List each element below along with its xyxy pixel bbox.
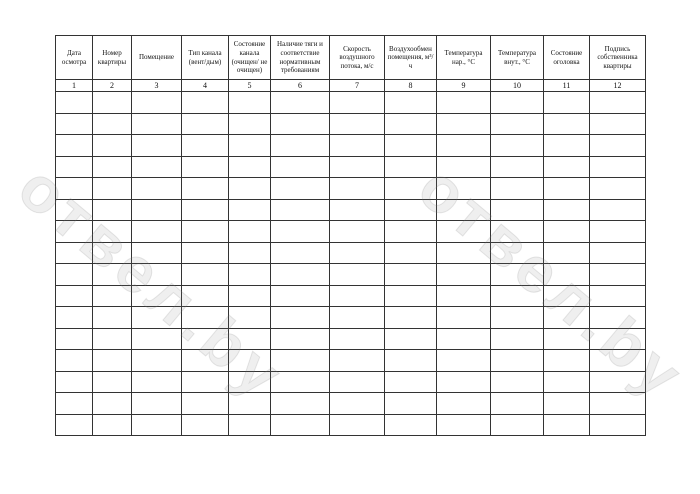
empty-cell <box>182 285 229 307</box>
empty-cell <box>590 113 646 135</box>
empty-cell <box>271 221 330 243</box>
empty-cell <box>182 221 229 243</box>
empty-cell <box>491 328 544 350</box>
empty-cell <box>544 264 590 286</box>
empty-cell <box>437 371 491 393</box>
empty-cell <box>182 328 229 350</box>
empty-cell <box>229 92 271 114</box>
table-row <box>56 393 646 415</box>
empty-cell <box>590 350 646 372</box>
header-label: Номер квартиры <box>97 48 127 66</box>
empty-cell <box>56 371 93 393</box>
empty-cell <box>330 178 385 200</box>
empty-cell <box>271 156 330 178</box>
empty-cell <box>385 92 437 114</box>
empty-cell <box>544 285 590 307</box>
table-row <box>56 285 646 307</box>
column-number: 4 <box>182 80 229 92</box>
header-label: Наличие тяги и соответствие нормативным требованиям <box>277 40 323 75</box>
empty-cell <box>229 199 271 221</box>
empty-cell <box>437 113 491 135</box>
empty-cell <box>330 221 385 243</box>
empty-cell <box>330 135 385 157</box>
empty-cell <box>437 178 491 200</box>
column-number: 1 <box>56 80 93 92</box>
empty-cell <box>229 371 271 393</box>
header-label: Подпись собственника квартиры <box>597 44 638 70</box>
empty-cell <box>93 371 132 393</box>
empty-cell <box>437 156 491 178</box>
empty-cell <box>491 92 544 114</box>
empty-cell <box>56 328 93 350</box>
empty-cell <box>437 221 491 243</box>
empty-cell <box>229 221 271 243</box>
empty-cell <box>93 92 132 114</box>
empty-cell <box>132 242 182 264</box>
empty-cell <box>93 285 132 307</box>
empty-cell <box>544 92 590 114</box>
empty-cell <box>385 264 437 286</box>
empty-cell <box>437 350 491 372</box>
empty-cell <box>544 135 590 157</box>
table-row <box>56 414 646 436</box>
empty-cell <box>132 199 182 221</box>
empty-cell <box>491 178 544 200</box>
empty-cell <box>93 135 132 157</box>
empty-cell <box>132 414 182 436</box>
empty-cell <box>590 371 646 393</box>
table-row <box>56 221 646 243</box>
empty-cell <box>385 350 437 372</box>
table-row <box>56 199 646 221</box>
empty-cell <box>385 328 437 350</box>
empty-cell <box>182 92 229 114</box>
header-cell-air-speed <box>330 36 385 80</box>
empty-cell <box>544 371 590 393</box>
empty-cell <box>330 414 385 436</box>
empty-cell <box>544 156 590 178</box>
header-cell-owner-signature <box>590 36 646 80</box>
empty-cell <box>491 371 544 393</box>
column-number: 2 <box>93 80 132 92</box>
empty-cell <box>93 307 132 329</box>
empty-cell <box>271 264 330 286</box>
empty-cell <box>182 199 229 221</box>
table-row <box>56 350 646 372</box>
empty-cell <box>182 414 229 436</box>
empty-cell <box>56 307 93 329</box>
empty-cell <box>590 242 646 264</box>
empty-cell <box>93 156 132 178</box>
empty-cell <box>330 371 385 393</box>
empty-cell <box>437 199 491 221</box>
table-row <box>56 328 646 350</box>
header-label: Воздухообмен помещения, м³/ч <box>387 44 434 70</box>
empty-cell <box>93 414 132 436</box>
empty-cell <box>385 156 437 178</box>
column-number: 5 <box>229 80 271 92</box>
header-label: Скорость воздушного потока, м/с <box>339 44 375 70</box>
empty-cell <box>491 199 544 221</box>
empty-cell <box>93 113 132 135</box>
empty-cell <box>271 328 330 350</box>
empty-cell <box>271 113 330 135</box>
empty-cell <box>385 199 437 221</box>
empty-cell <box>182 350 229 372</box>
table-row <box>56 135 646 157</box>
empty-cell <box>132 221 182 243</box>
empty-cell <box>56 156 93 178</box>
empty-cell <box>491 156 544 178</box>
empty-cell <box>229 113 271 135</box>
empty-cell <box>590 199 646 221</box>
empty-cell <box>544 393 590 415</box>
empty-cell <box>182 242 229 264</box>
empty-cell <box>132 328 182 350</box>
empty-cell <box>132 92 182 114</box>
empty-cell <box>93 178 132 200</box>
empty-cell <box>229 264 271 286</box>
empty-cell <box>93 350 132 372</box>
header-label: Дата осмотра <box>61 48 87 66</box>
table-row <box>56 156 646 178</box>
column-number-row <box>56 80 646 92</box>
empty-cell <box>182 307 229 329</box>
empty-cell <box>385 414 437 436</box>
empty-cell <box>590 156 646 178</box>
empty-cell <box>544 113 590 135</box>
empty-cell <box>271 178 330 200</box>
empty-cell <box>544 307 590 329</box>
empty-cell <box>132 113 182 135</box>
column-number: 11 <box>544 80 590 92</box>
empty-cell <box>330 264 385 286</box>
empty-cell <box>93 199 132 221</box>
empty-cell <box>132 264 182 286</box>
empty-cell <box>132 135 182 157</box>
header-label: Температура нар., °С <box>444 48 483 66</box>
column-number: 10 <box>491 80 544 92</box>
empty-cell <box>590 328 646 350</box>
column-number: 8 <box>385 80 437 92</box>
empty-cell <box>544 199 590 221</box>
empty-cell <box>385 221 437 243</box>
header-cell-channel-type <box>182 36 229 80</box>
empty-cell <box>56 221 93 243</box>
empty-cell <box>132 285 182 307</box>
empty-cell <box>182 156 229 178</box>
empty-cell <box>544 350 590 372</box>
empty-cell <box>229 285 271 307</box>
empty-cell <box>56 135 93 157</box>
empty-cell <box>491 264 544 286</box>
empty-cell <box>590 264 646 286</box>
header-cell-date <box>56 36 93 80</box>
watermark: отвел.by <box>405 150 700 415</box>
empty-cell <box>330 156 385 178</box>
empty-cell <box>491 307 544 329</box>
empty-cell <box>437 92 491 114</box>
empty-cell <box>491 221 544 243</box>
empty-cell <box>385 307 437 329</box>
empty-cell <box>590 393 646 415</box>
empty-cell <box>437 328 491 350</box>
empty-cell <box>330 393 385 415</box>
empty-cell <box>437 414 491 436</box>
empty-cell <box>132 371 182 393</box>
empty-cell <box>491 113 544 135</box>
header-label: Состояние оголовка <box>550 48 583 66</box>
empty-cell <box>271 92 330 114</box>
empty-cell <box>271 371 330 393</box>
column-number: 3 <box>132 80 182 92</box>
empty-cell <box>182 393 229 415</box>
empty-cell <box>271 350 330 372</box>
empty-cell <box>132 178 182 200</box>
header-label: Состояние канала (очищен/ не очищен) <box>231 40 268 75</box>
empty-cell <box>330 199 385 221</box>
header-row <box>56 36 646 80</box>
empty-cell <box>56 113 93 135</box>
empty-cell <box>544 178 590 200</box>
empty-cell <box>132 307 182 329</box>
empty-cell <box>491 393 544 415</box>
empty-cell <box>229 178 271 200</box>
empty-cell <box>93 242 132 264</box>
table-row <box>56 307 646 329</box>
empty-cell <box>385 393 437 415</box>
header-cell-channel-state <box>229 36 271 80</box>
header-cell-room <box>132 36 182 80</box>
empty-cell <box>271 414 330 436</box>
empty-cell <box>385 242 437 264</box>
empty-cell <box>271 199 330 221</box>
header-label: Помещение <box>138 53 175 62</box>
empty-cell <box>56 242 93 264</box>
empty-cell <box>491 285 544 307</box>
empty-cell <box>544 221 590 243</box>
empty-cell <box>182 178 229 200</box>
empty-cell <box>491 135 544 157</box>
empty-cell <box>330 92 385 114</box>
empty-cell <box>330 285 385 307</box>
table-row <box>56 92 646 114</box>
empty-cell <box>182 113 229 135</box>
header-cell-cap-state <box>544 36 590 80</box>
empty-cell <box>590 92 646 114</box>
header-label: Тип канала (вент/дым) <box>188 48 222 66</box>
empty-cell <box>330 350 385 372</box>
empty-cell <box>590 178 646 200</box>
empty-cell <box>544 242 590 264</box>
empty-cell <box>271 285 330 307</box>
empty-cell <box>229 393 271 415</box>
empty-cell <box>56 178 93 200</box>
empty-cell <box>229 307 271 329</box>
empty-cell <box>437 307 491 329</box>
empty-cell <box>271 135 330 157</box>
header-cell-temp-outside <box>437 36 491 80</box>
empty-cell <box>229 135 271 157</box>
table-row <box>56 178 646 200</box>
empty-cell <box>544 328 590 350</box>
empty-cell <box>56 285 93 307</box>
header-cell-air-exchange <box>385 36 437 80</box>
empty-cell <box>491 414 544 436</box>
empty-cell <box>437 242 491 264</box>
header-cell-temp-inside <box>491 36 544 80</box>
empty-cell <box>229 242 271 264</box>
header-cell-apartment <box>93 36 132 80</box>
table-row <box>56 371 646 393</box>
empty-cell <box>56 393 93 415</box>
column-number: 12 <box>590 80 646 92</box>
empty-cell <box>93 221 132 243</box>
empty-cell <box>229 350 271 372</box>
inspection-journal-table <box>55 35 646 436</box>
empty-cell <box>182 135 229 157</box>
empty-cell <box>93 393 132 415</box>
empty-cell <box>330 328 385 350</box>
table-row <box>56 113 646 135</box>
empty-cell <box>385 135 437 157</box>
empty-cell <box>271 393 330 415</box>
table-row <box>56 264 646 286</box>
table-row <box>56 242 646 264</box>
empty-cell <box>544 414 590 436</box>
column-number: 6 <box>271 80 330 92</box>
empty-cell <box>229 414 271 436</box>
empty-cell <box>385 371 437 393</box>
empty-cell <box>132 350 182 372</box>
empty-cell <box>590 414 646 436</box>
empty-cell <box>491 242 544 264</box>
empty-cell <box>330 113 385 135</box>
empty-cell <box>93 264 132 286</box>
header-label: Температура внут., °С <box>498 48 536 66</box>
empty-cell <box>590 221 646 243</box>
empty-cell <box>56 264 93 286</box>
empty-cell <box>590 135 646 157</box>
empty-cell <box>271 307 330 329</box>
empty-cell <box>132 156 182 178</box>
empty-cell <box>93 328 132 350</box>
empty-cell <box>437 135 491 157</box>
empty-cell <box>229 328 271 350</box>
empty-cell <box>182 264 229 286</box>
empty-cell <box>56 414 93 436</box>
empty-cell <box>56 92 93 114</box>
empty-cell <box>590 285 646 307</box>
empty-cell <box>491 350 544 372</box>
empty-cell <box>56 350 93 372</box>
empty-cell <box>437 264 491 286</box>
empty-cell <box>271 242 330 264</box>
empty-cell <box>182 371 229 393</box>
watermark: отвел.by <box>5 150 300 415</box>
header-cell-draft <box>271 36 330 80</box>
empty-cell <box>385 178 437 200</box>
empty-cell <box>437 285 491 307</box>
empty-cell <box>590 307 646 329</box>
column-number: 9 <box>437 80 491 92</box>
empty-cell <box>437 393 491 415</box>
empty-cell <box>330 307 385 329</box>
column-number: 7 <box>330 80 385 92</box>
empty-cell <box>132 393 182 415</box>
empty-cell <box>56 199 93 221</box>
empty-cell <box>385 285 437 307</box>
empty-cell <box>330 242 385 264</box>
empty-cell <box>229 156 271 178</box>
empty-cell <box>385 113 437 135</box>
